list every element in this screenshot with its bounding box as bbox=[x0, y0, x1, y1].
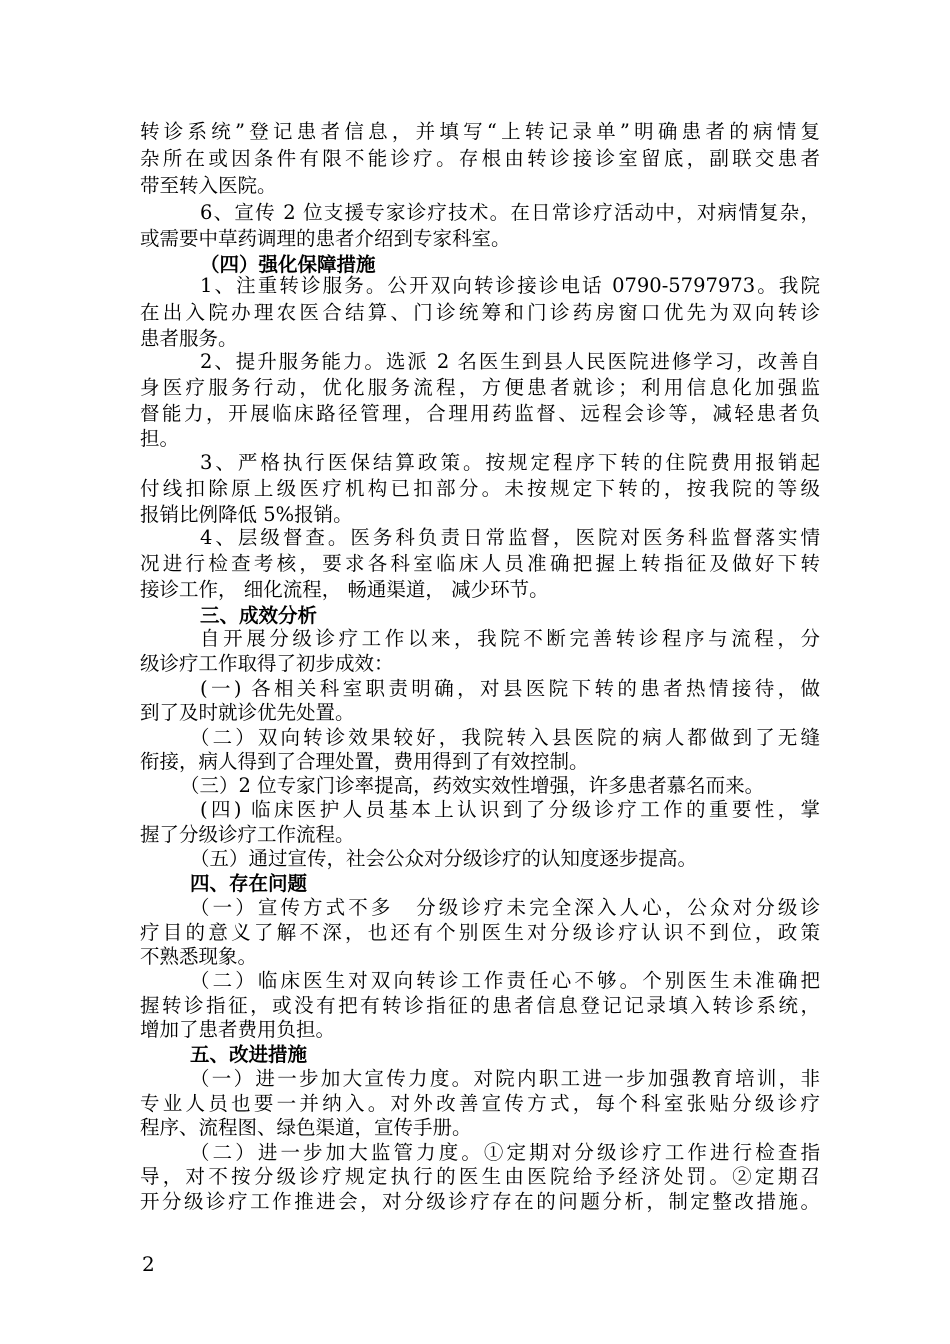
paragraph-line: 转诊系统”登记患者信息，并填写“上转记录单”明确患者的病情复 bbox=[140, 120, 820, 143]
paragraph-line: 杂所在或因条件有限不能诊疗。存根由转诊接诊室留底，副联交患者 bbox=[140, 147, 820, 170]
paragraph-line: 4、层级督查。医务科负责日常监督，医院对医务科监督落实情 bbox=[200, 526, 820, 549]
paragraph-line: 级诊疗工作取得了初步成效： bbox=[140, 652, 394, 675]
paragraph-line: 3、严格执行医保结算政策。按规定程序下转的住院费用报销起 bbox=[200, 451, 820, 474]
paragraph-line: 疗目的意义了解不深，也还有个别医生对分级诊疗认识不到位，政策 bbox=[140, 921, 820, 944]
paragraph-line: 不熟悉现象。 bbox=[140, 945, 258, 968]
paragraph-line: 付线扣除原上级医疗机构已扣部分。未按规定下转的，按我院的等级 bbox=[140, 477, 820, 500]
paragraph-line: （三）2 位专家门诊率提高，药效实效性增强，许多患者慕名而来。 bbox=[180, 774, 765, 797]
paragraph-line: 6、宣传 2 位支援专家诊疗技术。在日常诊疗活动中，对病情复杂， bbox=[200, 201, 820, 224]
paragraph-line: 带至转入医院。 bbox=[140, 174, 277, 197]
paragraph-line: 2、提升服务能力。选派 2 名医生到县人民医院进修学习，改善自 bbox=[200, 350, 820, 373]
paragraph-line: 1、注重转诊服务。公开双向转诊接诊电话 0790-5797973。我院 bbox=[200, 274, 820, 297]
section-heading: （四）强化保障措施 bbox=[200, 253, 376, 276]
paragraph-line: （二）临床医生对双向转诊工作责任心不够。个别医生未准确把 bbox=[190, 969, 820, 992]
paragraph-line: 自开展分级诊疗工作以来，我院不断完善转诊程序与流程，分 bbox=[200, 627, 820, 650]
paragraph-line: 程序、流程图、绿色渠道，宣传手册。 bbox=[140, 1116, 472, 1139]
section-heading: 四、存在问题 bbox=[190, 872, 308, 895]
paragraph-line: 督能力，开展临床路径管理，合理用药监督、远程会诊等，减轻患者负 bbox=[140, 402, 820, 425]
paragraph-line: (一) 各相关科室职责明确，对县医院下转的患者热情接待，做 bbox=[200, 677, 820, 700]
paragraph-line: （一）宣传方式不多 分级诊疗未完全深入人心，公众对分级诊 bbox=[190, 896, 820, 919]
paragraph-line: 或需要中草药调理的患者介绍到专家科室。 bbox=[140, 227, 511, 250]
paragraph-line: 报销比例降低 5%报销。 bbox=[140, 503, 353, 526]
paragraph-line: 患者服务。 bbox=[140, 327, 238, 350]
paragraph-line: 握转诊指征，或没有把有转诊指征的患者信息登记记录填入转诊系统， bbox=[140, 994, 820, 1017]
paragraph-line: 到了及时就诊优先处置。 bbox=[140, 701, 355, 724]
paragraph-line: 在出入院办理农医合结算、门诊统筹和门诊药房窗口优先为双向转诊 bbox=[140, 301, 820, 324]
paragraph-line: 接诊工作， 细化流程， 畅通渠道， 减少环节。 bbox=[140, 578, 549, 601]
paragraph-line: 衔接，病人得到了合理处置，费用得到了有效控制。 bbox=[140, 750, 589, 773]
paragraph-line: 身医疗服务行动，优化服务流程，方便患者就诊；利用信息化加强监 bbox=[140, 376, 820, 399]
paragraph-line: （一）进一步加大宣传力度。对院内职工进一步加强教育培训，非 bbox=[190, 1067, 820, 1090]
section-heading: 三、成效分析 bbox=[200, 604, 318, 627]
paragraph-line: （二）进一步加大监管力度。①定期对分级诊疗工作进行检查指 bbox=[190, 1141, 820, 1164]
paragraph-line: 担。 bbox=[140, 427, 180, 450]
paragraph-line: (四) 临床医护人员基本上认识到了分级诊疗工作的重要性，掌 bbox=[200, 798, 820, 821]
paragraph-line: 开分级诊疗工作推进会，对分级诊疗存在的问题分析，制定整改措施。 bbox=[140, 1190, 820, 1213]
page-number: 2 bbox=[142, 1252, 155, 1276]
paragraph-line: 专业人员也要一并纳入。对外改善宣传方式，每个科室张贴分级诊疗 bbox=[140, 1092, 820, 1115]
paragraph-line: 增加了患者费用负担。 bbox=[140, 1018, 336, 1041]
paragraph-line: 导，对不按分级诊疗规定执行的医生由医院给予经济处罚。②定期召 bbox=[140, 1165, 820, 1188]
paragraph-line: 握了分级诊疗工作流程。 bbox=[140, 823, 355, 846]
paragraph-line: 况进行检查考核，要求各科室临床人员准确把握上转指征及做好下转 bbox=[140, 552, 820, 575]
paragraph-line: （二）双向转诊效果较好，我院转入县医院的病人都做到了无缝 bbox=[190, 726, 820, 749]
section-heading: 五、改进措施 bbox=[190, 1043, 308, 1066]
paragraph-line: （五）通过宣传，社会公众对分级诊疗的认知度逐步提高。 bbox=[190, 847, 698, 870]
